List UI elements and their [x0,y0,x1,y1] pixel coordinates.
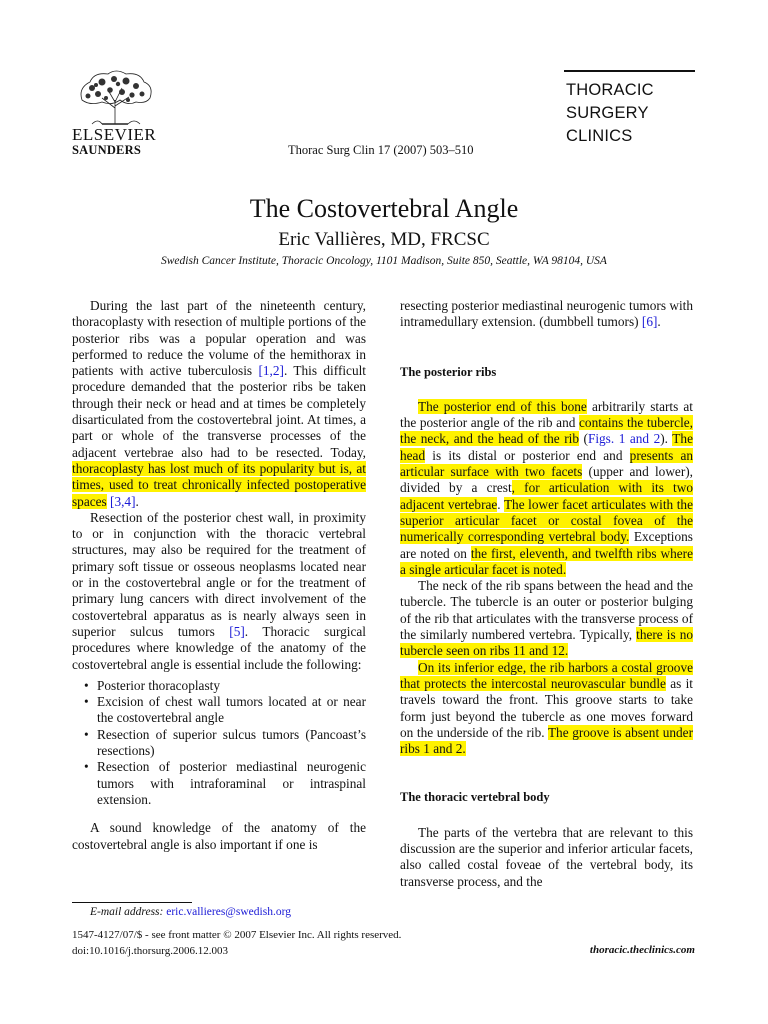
paragraph [72,298,366,510]
highlighted-text: contains the tubercle, the neck, and the head of the rib [400,415,693,447]
paragraph: A sound knowledge of the anatomy of the costovertebral angle is also important if one is [72,820,366,852]
highlighted-text: The posterior end of this bone [418,398,587,414]
doi-line: doi:10.1016/j.thorsurg.2006.12.003 [72,944,228,957]
list-item: • Excision of chest wall tumors located at or near the costovertebral angle [72,694,366,727]
highlighted-text: The groove is absent under ribs 1 and 2. [400,724,693,757]
author-affiliation: Swedish Cancer Institute, Thoracic Oncology, 1101 Madison, Suite 850, Seattle, WA 98104, USA [161,255,607,267]
reference-link[interactable]: [6] [641,314,658,330]
footnote [90,906,291,918]
highlighted-text: thoracoplasty has lost much of its popularity but is, at times, used to treat chronically infected postoperative spaces [72,460,366,509]
copyright-block [72,928,401,959]
footnote-rule [72,902,192,903]
publisher-line-2: SAUNDERS [72,143,141,157]
email-link[interactable]: eric.vallieres@swedish.org [166,906,291,918]
text-run: . [657,314,661,330]
text-run: resecting posterior mediastinal neurogenic tumors with intramedullary extension. (dumbbell tumors) [400,298,693,330]
reference-link[interactable]: [1,2] [258,363,284,379]
highlighted-text: the first, eleventh, and twelfth ribs where a single articular facet is noted. [400,545,694,577]
right-column [400,298,693,890]
highlighted-text: On its inferior edge, the rib harbors a costal groove that protects the intercostal neurovascular bundle [400,659,693,691]
highlighted-text: The lower facet articulates with the superior articular facet or costal fovea of the numerically corresponding vertebral body. [400,496,693,545]
text-run: Exceptions are noted on [400,529,693,561]
reference-link[interactable]: [3,4] [110,493,136,509]
highlighted-text: presents an articular surface with two facets [400,447,693,480]
text-run: . This difficult procedure demanded that the posterior ribs be taken through their neck or head and at times be completely disarticulated from the costovertebral joint. At times, a part or whole of the transverse processes of the adjacent vertebrae also had to be resected. Today, [72,363,367,460]
list-item: • Resection of superior sulcus tumors (Pancoast’s resections) [72,727,366,760]
list-item: • Resection of posterior mediastinal neurogenic tumors with intraforaminal or intraspinal extension. [72,759,366,808]
procedure-list [72,678,366,808]
left-column [72,298,366,853]
copyright-line: 1547-4127/07/$ - see front matter © 2007 Elsevier Inc. All rights reserved. [72,929,402,941]
reference-link[interactable]: [5] [229,623,245,639]
text-run: arbitrarily starts at the posterior angle of the rib and [400,398,693,431]
paragraph [400,399,693,578]
text-run: The neck of the rib spans between the head and the tubercle. The tubercle is an outer or posterior bulging of the rib that articulates with the transverse process of the similarly numbered vertebra. Typically, [400,578,693,643]
journal-title-line-3: CLINICS [566,127,633,145]
text-run: (upper and lower), divided by a crest [400,464,693,496]
paragraph [400,660,693,758]
paragraph [72,510,366,673]
journal-title [566,79,654,148]
text-run: is its distal or posterior end and [425,447,630,463]
paragraph [400,298,693,331]
journal-title-rule [564,70,695,72]
highlighted-text: The head [400,431,693,463]
highlighted-text: , for articulation with its two adjacent vertebrae [400,480,693,512]
text-run: ( [578,431,588,447]
figure-link[interactable]: Figs. 1 and 2 [587,431,661,447]
journal-citation: Thorac Surg Clin 17 (2007) 503–510 [288,143,474,157]
paragraph: The parts of the vertebra that are relevant to this discussion are the superior and inferior articular facets, also called costal foveae of the vertebral body, its transverse process, and the [400,824,693,889]
section-heading: The thoracic vertebral body [400,790,550,805]
highlighted-text: there is no tubercle seen on ribs 11 and 12. [400,627,693,659]
journal-title-line-1: THORACIC [566,81,654,99]
journal-title-line-2: SURGERY [566,104,649,122]
paragraph [400,578,693,659]
publisher-name [72,126,162,157]
text-run: . [497,496,504,512]
text-run: ). [660,431,673,447]
publisher-line-1: ELSEVIER [72,125,157,144]
text-run: as it travels toward the front. This groove starts to take form just beyond the tubercle as one moves forward on the underside of the rib. [400,675,693,740]
list-item: • Posterior thoracoplasty [72,678,366,694]
email-label: E-mail address: [90,906,164,918]
journal-website[interactable]: thoracic.theclinics.com [589,944,695,956]
text-run: . Thoracic surgical procedures where knowledge of the anatomy of the costovertebral angle is essential include the following: [72,623,366,672]
section-heading: The posterior ribs [400,364,497,379]
article-title: The Costovertebral Angle [249,194,519,223]
text-run: Resection of the posterior chest wall, in proximity to or in conjunction with the thoracic vertebral structures, may also be required for the treatment of primary soft tissue or osseous neoplasms located near or in the costovertebral angle or for the treatment of primary lung cancers with direct involvement of the costovertebral apparatus as is nearly always seen in superior sulcus tumors [72,509,366,639]
article-author: Eric Vallières, MD, FRCSC [278,229,490,250]
text-run: . [135,493,139,509]
text-run: During the last part of the nineteenth century, thoracoplasty with resection of multiple portions of the posterior ribs was a popular operation and was performed to reduce the volume of the hemithorax in patients with active tuberculosis [72,298,366,379]
